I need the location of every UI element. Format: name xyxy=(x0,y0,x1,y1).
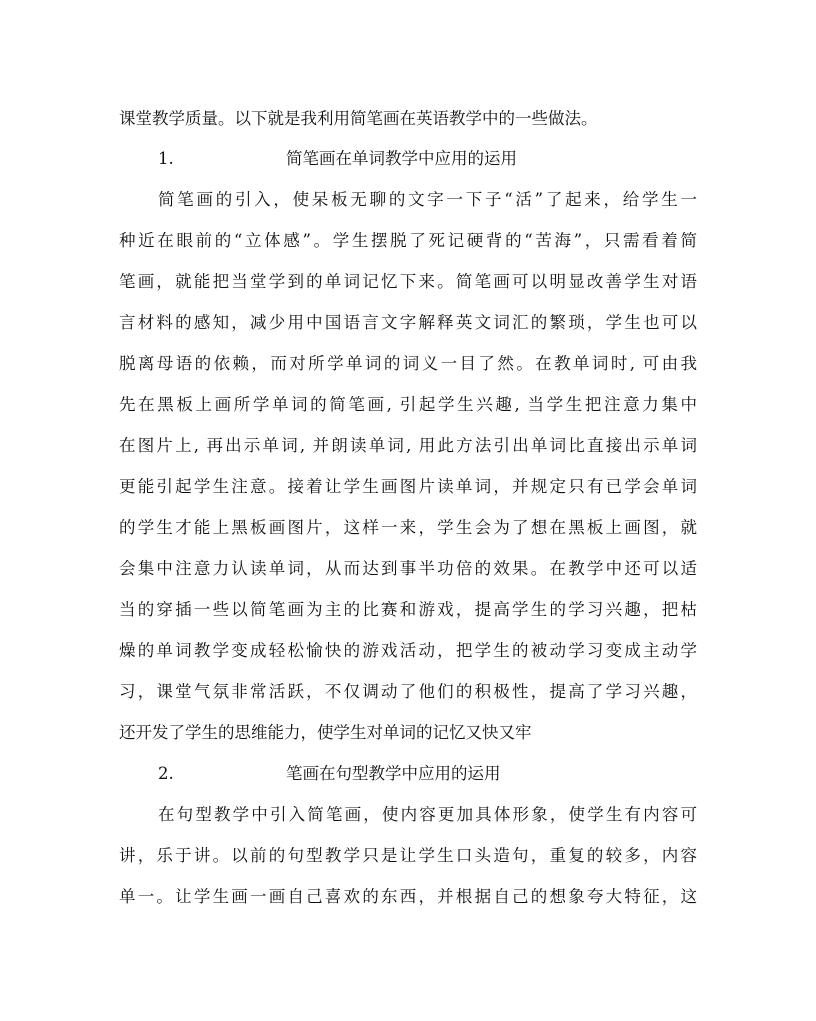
paragraph-line: 先在黑板上画所学单词的简笔画, 引起学生兴趣, 当学生把注意力集中 xyxy=(119,395,697,414)
paragraph-line: 更能引起学生注意。接着让学生画图片读单词，并规定只有已学会单词 xyxy=(119,477,697,496)
paragraph-line: 讲，乐于讲。以前的句型教学只是让学生口头造句，重复的较多，内容 xyxy=(119,846,697,865)
section1-title: 简笔画在单词教学中应用的运用 xyxy=(286,149,517,168)
section2-number: 2. xyxy=(158,764,174,783)
paragraph-line: 简笔画的引入，使呆板无聊的文字一下子“活”了起来，给学生一 xyxy=(158,190,697,209)
paragraph-line: 当的穿插一些以简笔画为主的比赛和游戏，提高学生的学习兴趣，把枯 xyxy=(119,600,697,619)
paragraph-line: 会集中注意力认读单词，从而达到事半功倍的效果。在教学中还可以适 xyxy=(119,559,697,578)
paragraph-line: 脱离母语的依赖，而对所学单词的词义一目了然。在教单词时, 可由我 xyxy=(119,354,697,373)
intro-line: 课堂教学质量。以下就是我利用简笔画在英语教学中的一些做法。 xyxy=(119,109,598,128)
paragraph-line: 言材料的感知，减少用中国语言文字解释英文词汇的繁琐，学生也可以 xyxy=(119,313,697,332)
paragraph-line: 的学生才能上黑板画图片，这样一来，学生会为了想在黑板上画图，就 xyxy=(119,518,697,537)
paragraph-line: 单一。让学生画一画自己喜欢的东西，并根据自己的想象夸大特征，这 xyxy=(119,887,697,906)
paragraph-line: 在句型教学中引入简笔画，使内容更加具体形象，使学生有内容可 xyxy=(158,805,697,824)
paragraph-line: 还开发了学生的思维能力，使学生对单词的记忆又快又牢 xyxy=(119,723,532,742)
paragraph-line: 燥的单词教学变成轻松愉快的游戏活动，把学生的被动学习变成主动学 xyxy=(119,641,697,660)
paragraph-line: 种近在眼前的“立体感”。学生摆脱了死记硬背的“苦海”，只需看着简 xyxy=(119,231,697,250)
section1-number: 1. xyxy=(158,149,174,168)
section2-title: 笔画在句型教学中应用的运用 xyxy=(286,764,501,783)
paragraph-line: 习，课堂气氛非常活跃，不仅调动了他们的积极性，提高了学习兴趣， xyxy=(119,682,697,701)
paragraph-line: 在图片上, 再出示单词, 并朗读单词, 用此方法引出单词比直接出示单词 xyxy=(119,436,697,455)
paragraph-line: 笔画，就能把当堂学到的单词记忆下来。简笔画可以明显改善学生对语 xyxy=(119,272,697,291)
